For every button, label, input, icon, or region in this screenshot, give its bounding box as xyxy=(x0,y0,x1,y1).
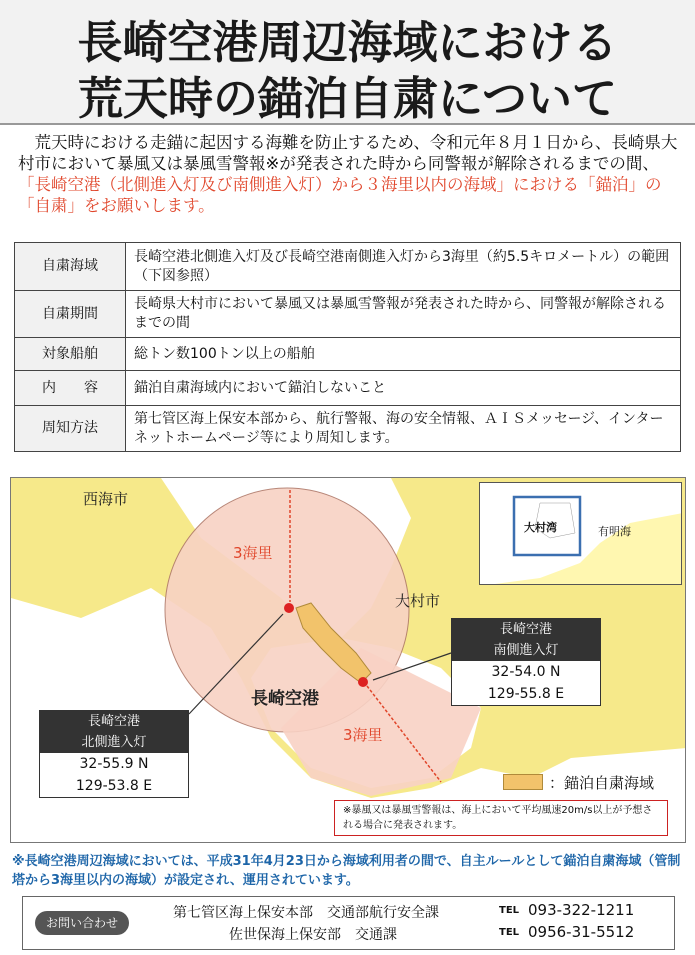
legend-label: ：錨泊自粛海域 xyxy=(549,774,655,792)
airport-label: 長崎空港 xyxy=(251,689,319,709)
table-key: 自粛期間 xyxy=(15,291,126,338)
contact-box xyxy=(22,896,675,950)
table-key: 内 容 xyxy=(15,371,126,406)
radius-label-south: 3海里 xyxy=(343,726,383,744)
tel-label-1: TEL xyxy=(499,905,520,916)
north-lamp-lon: 129-53.8 E xyxy=(75,778,153,794)
south-lamp-title1: 長崎空港 xyxy=(452,619,600,640)
table-row xyxy=(15,243,681,291)
tel-label-2: TEL xyxy=(499,927,520,938)
south-lamp-title2: 南側進入灯 xyxy=(452,640,600,661)
table-row xyxy=(15,338,681,371)
info-table xyxy=(14,242,681,452)
table-key: 対象船舶 xyxy=(15,338,126,371)
contact-phone-2: 0956-31-5512 xyxy=(528,923,635,941)
south-lamp-box xyxy=(451,618,601,706)
table-value: 錨泊自粛海域内において錨泊しないこと xyxy=(126,371,681,406)
north-lamp-point xyxy=(284,603,294,613)
table-value: 長崎県大村市において暴風又は暴風雪警報が発表された時から、同警報が解除されるまでの間 xyxy=(126,291,681,338)
title-line-1: 長崎空港周辺海域における xyxy=(77,16,618,69)
south-lamp-point xyxy=(358,677,368,687)
intro-highlight: 「長崎空港（北側進入灯及び南側進入灯）から３海里以内の海域」における「錨泊」の「自粛」をお願いします。 xyxy=(18,175,662,215)
contact-org-2: 佐世保海上保安部 交通課 xyxy=(229,927,397,943)
table-row xyxy=(15,371,681,406)
table-row xyxy=(15,291,681,338)
inset-map xyxy=(479,482,682,585)
contact-phone-1: 093-322-1211 xyxy=(528,901,635,919)
footnote: ※長崎空港周辺海域においては、平成31年4月23日から海域利用者の間で、自主ルールとして錨泊自粛海域（管制塔から3海里以内の海域）が設定され、運用されています。 xyxy=(12,854,681,888)
table-value: 長崎空港北側進入灯及び長崎空港南側進入灯から3海里（約5.5キロメートル）の範囲（下図参照） xyxy=(126,243,681,291)
title-banner xyxy=(0,0,695,125)
south-lamp-lat: 32-54.0 N xyxy=(491,664,561,680)
city-omura-label: 大村市 xyxy=(395,592,441,610)
contact-org-1: 第七管区海上保安本部 交通部航行安全課 xyxy=(173,905,439,921)
north-lamp-lat: 32-55.9 N xyxy=(79,756,149,772)
city-west-label: 西海市 xyxy=(83,490,129,508)
contact-label: お問い合わせ xyxy=(35,911,129,935)
intro-paragraph xyxy=(18,132,683,216)
intro-text: 荒天時における走錨に起因する海難を防止するため、令和元年８月１日から、長崎県大村市において暴風又は暴風雪警報※が発表された時から同警報が解除されるまでの間、 xyxy=(18,133,678,173)
title-line-2: 荒天時の錨泊自粛について xyxy=(77,72,618,125)
north-lamp-title1: 長崎空港 xyxy=(40,711,188,732)
inset-bay-label: 大村湾 xyxy=(524,521,557,534)
table-value: 総トン数100トン以上の船舶 xyxy=(126,338,681,371)
table-key: 自粛海域 xyxy=(15,243,126,291)
inset-sea-label: 有明海 xyxy=(598,525,631,538)
table-value: 第七管区海上保安本部から、航行警報、海の安全情報、ＡＩＳメッセージ、インターネットホームページ等により周知します。 xyxy=(126,406,681,452)
warning-note: ※暴風又は暴風雪警報は、海上において平均風速20m/s以上が予想される場合に発表されます。 xyxy=(334,800,668,836)
radius-label-north: 3海里 xyxy=(233,544,273,562)
table-row xyxy=(15,406,681,452)
north-lamp-box xyxy=(39,710,189,798)
table-key: 周知方法 xyxy=(15,406,126,452)
legend-swatch xyxy=(503,774,543,790)
inset-graphic xyxy=(480,483,682,585)
north-lamp-title2: 北側進入灯 xyxy=(40,732,188,753)
area-map xyxy=(10,477,686,843)
south-lamp-lon: 129-55.8 E xyxy=(487,686,565,702)
